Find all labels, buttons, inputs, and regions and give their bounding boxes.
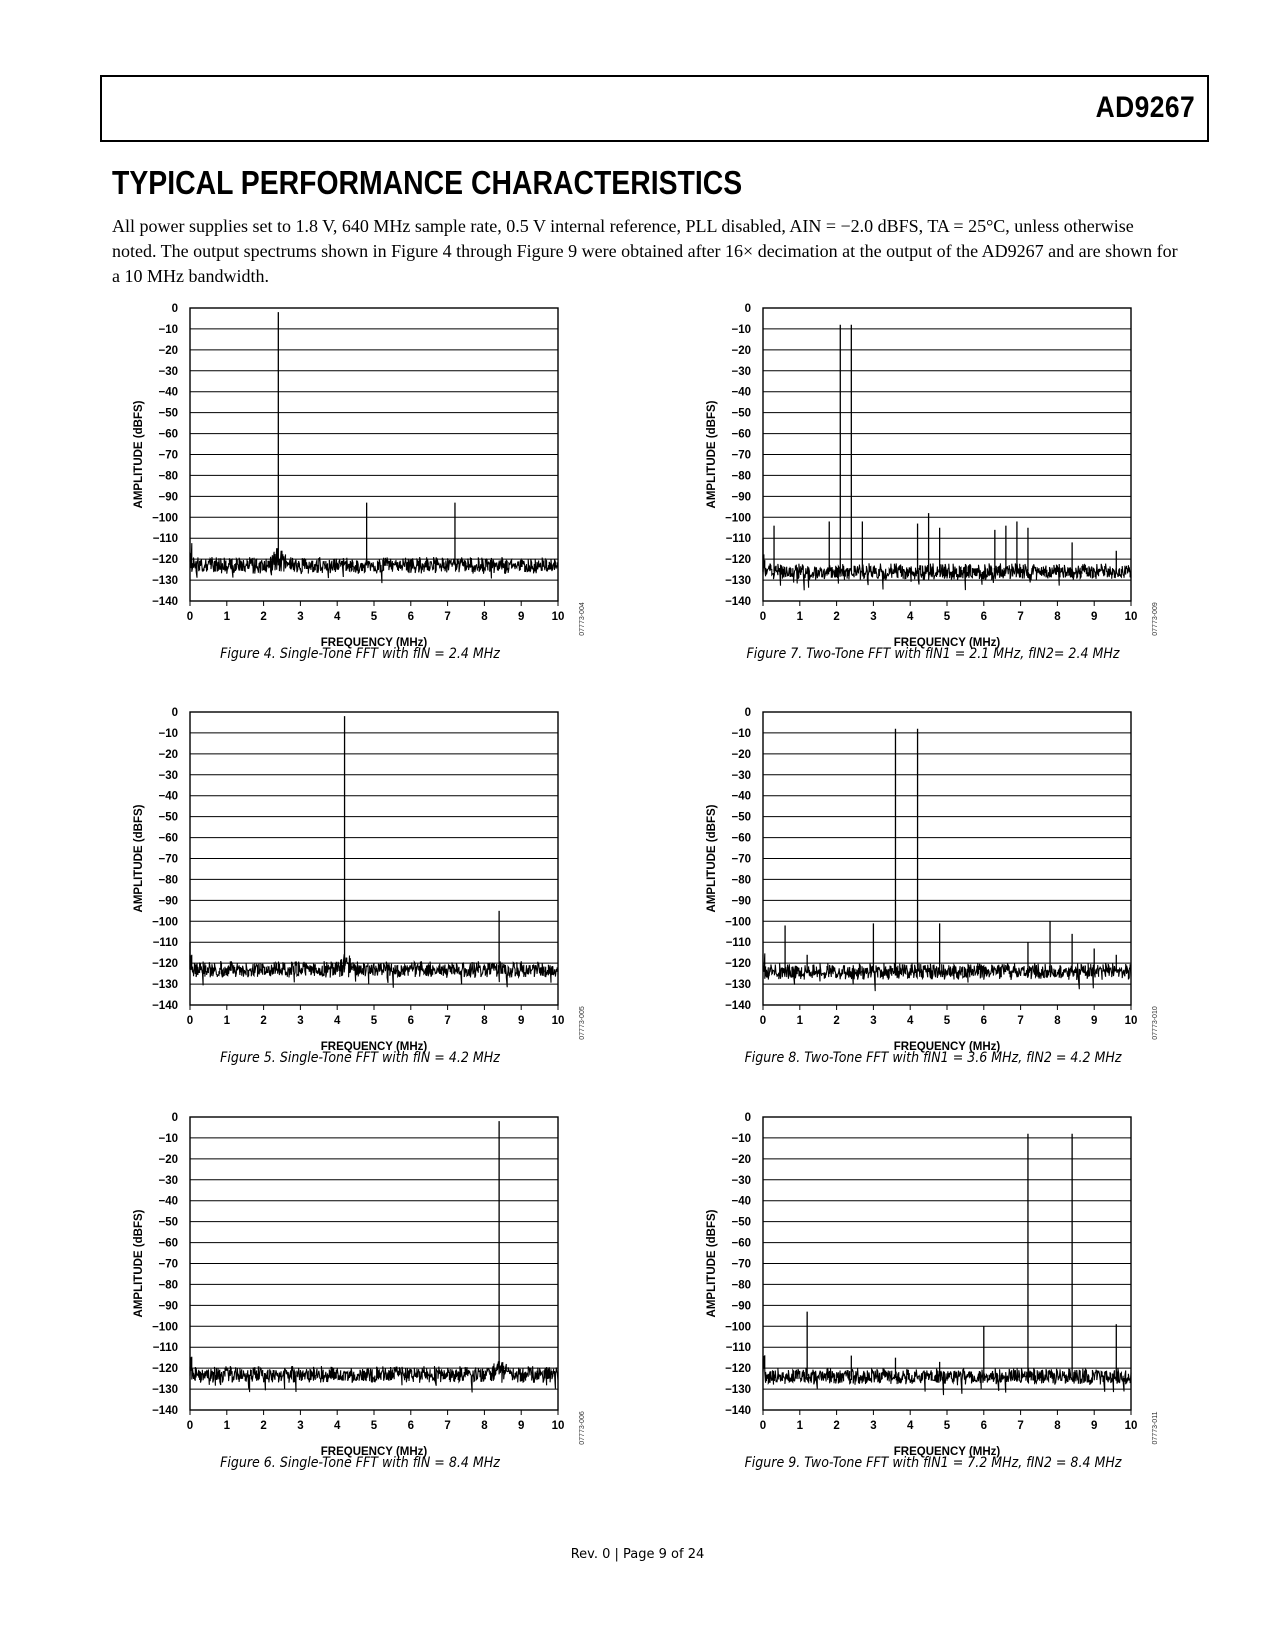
y-tick-label: −40 xyxy=(158,1195,178,1208)
y-tick-label: −100 xyxy=(152,916,178,929)
y-tick-label: −120 xyxy=(152,554,178,567)
y-tick-label: −10 xyxy=(158,323,178,336)
x-axis-label: FREQUENCY (MHz) xyxy=(320,1041,428,1053)
figure-id: 07773-009 xyxy=(1152,602,1159,636)
x-tick-label: 3 xyxy=(297,1420,304,1432)
y-tick-label: −70 xyxy=(158,449,178,462)
y-tick-label: 0 xyxy=(171,303,178,315)
figure-id: 07773-010 xyxy=(1152,1006,1159,1040)
y-axis-label: AMPLITUDE (dBFS) xyxy=(706,804,718,913)
x-tick-label: 1 xyxy=(796,1420,804,1432)
y-tick-label: −130 xyxy=(725,575,751,588)
x-tick-label: 8 xyxy=(481,611,488,623)
y-tick-label: −140 xyxy=(725,596,751,608)
section-title: TYPICAL PERFORMANCE CHARACTERISTICS xyxy=(112,164,743,201)
y-tick-label: −40 xyxy=(731,790,751,803)
x-tick-label: 6 xyxy=(980,1015,988,1027)
y-tick-label: −60 xyxy=(158,832,178,845)
x-tick-label: 10 xyxy=(551,611,565,623)
x-tick-label: 2 xyxy=(260,1420,267,1432)
y-axis-label: AMPLITUDE (dBFS) xyxy=(706,1209,718,1318)
x-tick-label: 10 xyxy=(1124,1420,1138,1432)
y-tick-label: −120 xyxy=(152,958,178,971)
y-tick-label: −60 xyxy=(158,1237,178,1250)
x-tick-label: 3 xyxy=(297,611,304,623)
y-tick-label: −80 xyxy=(731,470,751,483)
x-tick-label: 1 xyxy=(223,1420,231,1432)
x-tick-label: 8 xyxy=(1054,1015,1061,1027)
chart-fig4 xyxy=(120,288,590,649)
y-tick-label: −80 xyxy=(731,1279,751,1292)
y-tick-label: −110 xyxy=(152,533,178,546)
y-tick-label: −100 xyxy=(725,916,751,929)
y-tick-label: −30 xyxy=(158,365,178,378)
x-tick-label: 9 xyxy=(1090,611,1098,623)
y-tick-label: −110 xyxy=(725,1342,751,1355)
figure-id: 07773-006 xyxy=(579,1411,586,1445)
y-tick-label: −40 xyxy=(158,386,178,399)
figure-id: 07773-011 xyxy=(1152,1411,1159,1445)
x-tick-label: 7 xyxy=(444,1420,451,1432)
y-tick-label: −110 xyxy=(725,937,751,950)
intro-paragraph: All power supplies set to 1.8 V, 640 MHz sample rate, 0.5 V internal reference, PLL disabled, AIN = −2.0 dBFS, TA = 25°C, unless otherwise noted. The output spectrums shown in Figure 4 through Figure 9 were obtained after 16× decimation at the output of the AD9267 and are shown for a 10 MHz bandwidth. xyxy=(112,216,1178,286)
part-number: AD9267 xyxy=(1095,91,1195,124)
x-tick-label: 7 xyxy=(444,1015,451,1027)
x-axis-label: FREQUENCY (MHz) xyxy=(320,637,428,649)
y-tick-label: −40 xyxy=(731,1195,751,1208)
y-tick-label: −140 xyxy=(152,1405,178,1417)
x-tick-label: 10 xyxy=(1124,1015,1138,1027)
x-tick-label: 6 xyxy=(407,1015,415,1027)
y-tick-label: −140 xyxy=(725,1405,751,1417)
x-tick-label: 0 xyxy=(759,611,767,623)
x-tick-label: 8 xyxy=(1054,1420,1061,1432)
x-tick-label: 0 xyxy=(186,611,194,623)
page-footer: Rev. 0 | Page 9 of 24 xyxy=(570,1547,705,1562)
y-tick-label: −90 xyxy=(158,895,178,908)
x-tick-label: 1 xyxy=(223,611,231,623)
y-tick-label: −100 xyxy=(725,512,751,525)
x-tick-label: 2 xyxy=(260,611,267,623)
figure-caption: Figure 7. Two-Tone FFT with fIN1 = 2.1 MHz, fIN2= 2.4 MHz xyxy=(746,646,1120,662)
figure-caption: Figure 9. Two-Tone FFT with fIN1 = 7.2 MHz, fIN2 = 8.4 MHz xyxy=(744,1455,1122,1471)
y-tick-label: −20 xyxy=(731,344,751,357)
y-tick-label: −40 xyxy=(158,790,178,803)
header-box xyxy=(100,75,1209,142)
y-tick-label: −90 xyxy=(731,895,751,908)
x-axis-label: FREQUENCY (MHz) xyxy=(320,1446,428,1458)
x-tick-label: 1 xyxy=(796,611,804,623)
y-tick-label: −60 xyxy=(731,832,751,845)
y-tick-label: −120 xyxy=(725,554,751,567)
x-tick-label: 2 xyxy=(833,1420,840,1432)
x-tick-label: 0 xyxy=(186,1420,194,1432)
y-tick-label: 0 xyxy=(171,707,178,719)
y-tick-label: −90 xyxy=(158,1300,178,1313)
x-tick-label: 10 xyxy=(551,1015,565,1027)
y-tick-label: 0 xyxy=(171,1112,178,1124)
y-tick-label: −50 xyxy=(158,1216,178,1229)
chart-fig5 xyxy=(120,692,590,1053)
y-tick-label: −50 xyxy=(158,811,178,824)
noise-floor-trace xyxy=(190,954,558,988)
y-tick-label: −120 xyxy=(725,1363,751,1376)
x-tick-label: 2 xyxy=(260,1015,267,1027)
y-tick-label: −30 xyxy=(731,1174,751,1187)
y-axis-label: AMPLITUDE (dBFS) xyxy=(706,400,718,509)
x-tick-label: 4 xyxy=(906,1420,914,1432)
plot-fig6 xyxy=(120,1097,590,1458)
y-tick-label: −100 xyxy=(725,1321,751,1334)
noise-floor-trace xyxy=(763,953,1131,991)
x-tick-label: 3 xyxy=(870,1420,877,1432)
y-tick-label: −70 xyxy=(158,1258,178,1271)
x-tick-label: 9 xyxy=(517,611,525,623)
y-tick-label: −120 xyxy=(725,958,751,971)
y-tick-label: 0 xyxy=(744,707,751,719)
y-tick-label: −80 xyxy=(158,874,178,887)
y-tick-label: −130 xyxy=(725,1384,751,1397)
x-tick-label: 2 xyxy=(833,1015,840,1027)
y-tick-label: −60 xyxy=(731,1237,751,1250)
y-tick-label: −20 xyxy=(158,748,178,761)
y-tick-label: −50 xyxy=(731,407,751,420)
x-tick-label: 7 xyxy=(1017,611,1024,623)
y-tick-label: −10 xyxy=(731,1132,751,1145)
y-tick-label: −130 xyxy=(725,979,751,992)
y-tick-label: −50 xyxy=(731,1216,751,1229)
x-tick-label: 7 xyxy=(444,611,451,623)
y-tick-label: −110 xyxy=(152,937,178,950)
figure-id: 07773-005 xyxy=(579,1006,586,1040)
y-tick-label: −60 xyxy=(731,428,751,441)
x-tick-label: 9 xyxy=(517,1015,525,1027)
x-tick-label: 0 xyxy=(186,1015,194,1027)
y-tick-label: −20 xyxy=(731,1153,751,1166)
plot-fig4 xyxy=(120,288,590,649)
y-tick-label: −120 xyxy=(152,1363,178,1376)
y-tick-label: 0 xyxy=(744,303,751,315)
x-tick-label: 4 xyxy=(906,1015,914,1027)
x-tick-label: 5 xyxy=(943,611,951,623)
y-tick-label: −80 xyxy=(158,470,178,483)
y-tick-label: −50 xyxy=(731,811,751,824)
y-tick-label: −140 xyxy=(152,596,178,608)
y-tick-label: −110 xyxy=(152,1342,178,1355)
y-tick-label: −20 xyxy=(158,344,178,357)
y-tick-label: −10 xyxy=(731,323,751,336)
x-tick-label: 1 xyxy=(223,1015,231,1027)
x-tick-label: 5 xyxy=(370,1015,378,1027)
x-tick-label: 5 xyxy=(370,1420,378,1432)
x-tick-label: 1 xyxy=(796,1015,804,1027)
figure-caption: Figure 8. Two-Tone FFT with fIN1 = 3.6 MHz, fIN2 = 4.2 MHz xyxy=(744,1050,1122,1066)
x-tick-label: 0 xyxy=(759,1015,767,1027)
x-tick-label: 9 xyxy=(517,1420,525,1432)
x-tick-label: 5 xyxy=(943,1420,951,1432)
x-tick-label: 7 xyxy=(1017,1015,1024,1027)
x-axis-label: FREQUENCY (MHz) xyxy=(893,1446,1001,1458)
plot-fig5 xyxy=(120,692,590,1053)
x-axis-label: FREQUENCY (MHz) xyxy=(893,1041,1001,1053)
x-tick-label: 5 xyxy=(370,611,378,623)
y-axis-label: AMPLITUDE (dBFS) xyxy=(133,400,145,509)
y-tick-label: −90 xyxy=(731,1300,751,1313)
y-tick-label: −50 xyxy=(158,407,178,420)
y-tick-label: −130 xyxy=(152,979,178,992)
chart-fig8 xyxy=(693,692,1163,1053)
y-tick-label: −10 xyxy=(731,727,751,740)
x-tick-label: 8 xyxy=(481,1015,488,1027)
x-axis-label: FREQUENCY (MHz) xyxy=(893,637,1001,649)
x-tick-label: 4 xyxy=(906,611,914,623)
y-tick-label: −100 xyxy=(152,1321,178,1334)
x-tick-label: 6 xyxy=(407,611,415,623)
x-tick-label: 7 xyxy=(1017,1420,1024,1432)
y-tick-label: −30 xyxy=(158,1174,178,1187)
chart-fig9 xyxy=(693,1097,1163,1458)
x-tick-label: 2 xyxy=(833,611,840,623)
y-tick-label: −140 xyxy=(725,1000,751,1012)
figure-id: 07773-004 xyxy=(579,602,586,636)
y-tick-label: −60 xyxy=(158,428,178,441)
y-tick-label: −130 xyxy=(152,575,178,588)
noise-floor-trace xyxy=(763,554,1131,590)
x-tick-label: 4 xyxy=(333,611,341,623)
y-tick-label: −40 xyxy=(731,386,751,399)
x-tick-label: 6 xyxy=(980,1420,988,1432)
y-tick-label: −110 xyxy=(725,533,751,546)
noise-floor-trace xyxy=(190,543,558,583)
y-tick-label: −30 xyxy=(731,365,751,378)
y-tick-label: −20 xyxy=(158,1153,178,1166)
y-tick-label: −90 xyxy=(158,491,178,504)
plot-fig7 xyxy=(693,288,1163,649)
x-tick-label: 5 xyxy=(943,1015,951,1027)
figure-caption: Figure 6. Single-Tone FFT with fIN = 8.4 MHz xyxy=(220,1455,500,1471)
y-tick-label: −80 xyxy=(731,874,751,887)
x-tick-label: 4 xyxy=(333,1420,341,1432)
chart-fig7 xyxy=(693,288,1163,649)
plot-fig9 xyxy=(693,1097,1163,1458)
y-axis-label: AMPLITUDE (dBFS) xyxy=(133,1209,145,1318)
y-tick-label: −70 xyxy=(731,1258,751,1271)
y-tick-label: −20 xyxy=(731,748,751,761)
x-tick-label: 4 xyxy=(333,1015,341,1027)
x-tick-label: 0 xyxy=(759,1420,767,1432)
figure-caption: Figure 4. Single-Tone FFT with fIN = 2.4 MHz xyxy=(220,646,500,662)
x-tick-label: 3 xyxy=(297,1015,304,1027)
y-tick-label: −100 xyxy=(152,512,178,525)
chart-fig6 xyxy=(120,1097,590,1458)
y-tick-label: −10 xyxy=(158,1132,178,1145)
x-tick-label: 6 xyxy=(980,611,988,623)
y-tick-label: −70 xyxy=(158,853,178,866)
y-axis-label: AMPLITUDE (dBFS) xyxy=(133,804,145,913)
y-tick-label: −10 xyxy=(158,727,178,740)
y-tick-label: −80 xyxy=(158,1279,178,1292)
y-tick-label: −30 xyxy=(158,769,178,782)
x-tick-label: 10 xyxy=(1124,611,1138,623)
x-tick-label: 6 xyxy=(407,1420,415,1432)
x-tick-label: 3 xyxy=(870,611,877,623)
y-tick-label: 0 xyxy=(744,1112,751,1124)
x-tick-label: 10 xyxy=(551,1420,565,1432)
y-tick-label: −90 xyxy=(731,491,751,504)
y-tick-label: −70 xyxy=(731,853,751,866)
y-tick-label: −130 xyxy=(152,1384,178,1397)
y-tick-label: −70 xyxy=(731,449,751,462)
y-tick-label: −140 xyxy=(152,1000,178,1012)
noise-floor-trace xyxy=(190,1357,558,1393)
y-tick-label: −30 xyxy=(731,769,751,782)
plot-fig8 xyxy=(693,692,1163,1053)
x-tick-label: 9 xyxy=(1090,1015,1098,1027)
x-tick-label: 9 xyxy=(1090,1420,1098,1432)
x-tick-label: 3 xyxy=(870,1015,877,1027)
x-tick-label: 8 xyxy=(1054,611,1061,623)
figure-caption: Figure 5. Single-Tone FFT with fIN = 4.2 MHz xyxy=(220,1050,500,1066)
x-tick-label: 8 xyxy=(481,1420,488,1432)
